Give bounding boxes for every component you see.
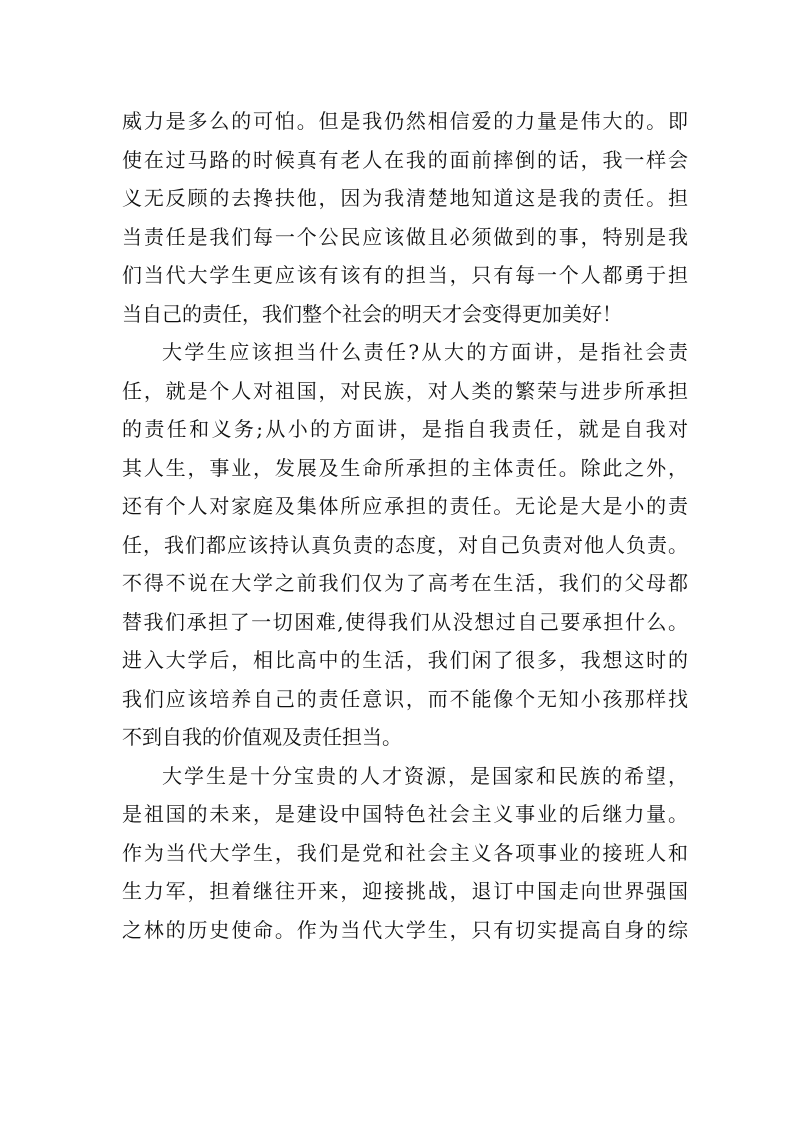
text-line: 的责任和义务;从小的方面讲，是指自我责任，就是自我对	[122, 417, 688, 441]
text-line: 作为当代大学生，我们是党和社会主义各项事业的接班人和	[122, 840, 688, 865]
text-line: 还有个人对家庭及集体所应承担的责任。无论是大是小的责	[122, 494, 688, 518]
text-line: 使在过马路的时候真有老人在我的面前摔倒的话，我一样会	[122, 147, 688, 172]
text-line: 是祖国的未来，是建设中国特色社会主义事业的后继力量。	[122, 802, 688, 826]
text-line: 生力军，担着继往开来，迎接挑战，退订中国走向世界强国	[122, 879, 688, 903]
paragraph-1	[122, 102, 688, 333]
text-line: 大学生应该担当什么责任?从大的方面讲，是指社会责	[162, 340, 688, 364]
text-line: 我们应该培养自己的责任意识，而不能像个无知小孩那样找	[122, 686, 688, 711]
text-line: 进入大学后，相比高中的生活，我们闲了很多，我想这时的	[122, 648, 688, 672]
text-line: 不到自我的价值观及责任担当。	[122, 725, 402, 749]
text-line: 之林的历史使命。作为当代大学生，只有切实提高自身的综	[122, 917, 688, 942]
text-line: 当自己的责任，我们整个社会的明天才会变得更加美好！	[122, 301, 622, 326]
text-line: 任，就是个人对祖国，对民族，对人类的繁荣与进步所承担	[122, 378, 688, 403]
document-body	[122, 102, 688, 949]
text-line: 大学生是十分宝贵的人才资源，是国家和民族的希望，	[162, 763, 688, 788]
paragraph-2	[122, 333, 688, 757]
text-line: 们当代大学生更应该有该有的担当，只有每一个人都勇于担	[122, 263, 688, 287]
text-line: 任，我们都应该持认真负责的态度，对自己负责对他人负责。	[122, 532, 688, 557]
text-line: 当责任是我们每一个公民应该做且必须做到的事，特别是我	[122, 224, 688, 249]
text-line: 不得不说在大学之前我们仅为了高考在生活，我们的父母都	[122, 571, 688, 595]
text-line: 威力是多么的可怕。但是我仍然相信爱的力量是伟大的。即	[122, 109, 688, 133]
text-line: 其人生，事业，发展及生命所承担的主体责任。除此之外，	[122, 455, 688, 480]
text-line: 替我们承担了一切困难,使得我们从没想过自己要承担什么。	[122, 609, 688, 634]
paragraph-3	[122, 757, 688, 950]
text-line: 义无反顾的去搀扶他，因为我清楚地知道这是我的责任。担	[122, 186, 688, 210]
